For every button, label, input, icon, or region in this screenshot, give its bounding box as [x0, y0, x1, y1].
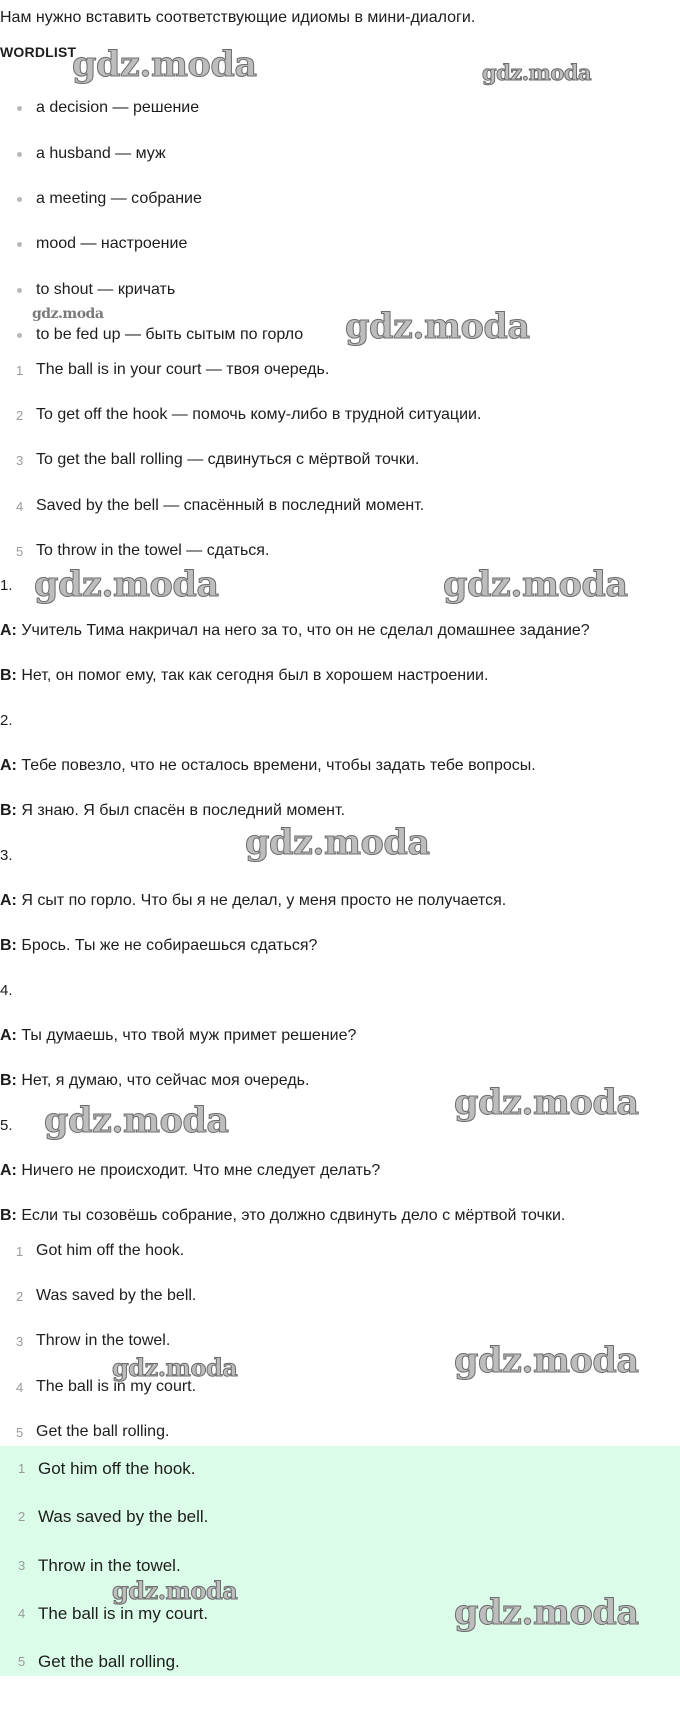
- speaker-label: B:: [0, 667, 17, 684]
- bullet-icon: [17, 197, 22, 202]
- dialogue-text: Нет, он помог ему, так как сегодня был в хорошем настроении.: [21, 667, 489, 684]
- dialogue-line-b: [0, 1207, 565, 1225]
- bullet-icon: [17, 288, 22, 293]
- dialogue-number: 2.: [0, 712, 13, 729]
- watermark-logo: gdz.moda: [32, 306, 104, 322]
- idiom-item: Saved by the bell — спасённый в последний момент.: [36, 497, 425, 514]
- dialogue-line-a: [0, 622, 590, 640]
- highlighted-answer-item: Got him off the hook.: [38, 1459, 196, 1478]
- speaker-label: A:: [0, 892, 17, 909]
- watermark-logo: gdz.moda: [34, 564, 219, 605]
- watermark-logo: gdz.moda: [112, 1576, 238, 1605]
- list-number: 2: [16, 408, 24, 423]
- wordlist-item: a decision — решение: [36, 99, 200, 116]
- wordlist-item: a meeting — собрание: [36, 190, 202, 207]
- answer-item: Was saved by the bell.: [36, 1287, 197, 1304]
- watermark-logo: gdz.moda: [112, 1353, 238, 1382]
- wordlist-item: mood — настроение: [36, 235, 188, 252]
- watermark-logo: gdz.moda: [345, 306, 530, 347]
- watermark-logo: gdz.moda: [454, 1340, 639, 1381]
- speaker-label: B:: [0, 1207, 17, 1224]
- dialogue-text: Если ты созовёшь собрание, это должно сдвинуть дело с мёртвой точки.: [21, 1207, 566, 1224]
- dialogue-line-b: [0, 667, 488, 685]
- answer-item: The ball is in my court.: [36, 1378, 197, 1395]
- list-number: 4: [18, 1606, 26, 1621]
- speaker-label: B:: [0, 802, 17, 819]
- bullet-icon: [17, 333, 22, 338]
- list-number: 1: [16, 1244, 24, 1259]
- highlighted-answer-item: Was saved by the bell.: [38, 1507, 209, 1526]
- dialogue-text: Брось. Ты же не собираешься сдаться?: [21, 937, 318, 954]
- list-number: 5: [18, 1654, 26, 1669]
- list-number: 3: [16, 453, 24, 468]
- dialogue-line-a: [0, 757, 536, 775]
- dialogue-number: 4.: [0, 982, 13, 999]
- idiom-item: To get off the hook — помочь кому-либо в трудной ситуации.: [36, 406, 482, 423]
- watermark-logo: gdz.moda: [44, 1100, 229, 1141]
- bullet-icon: [17, 152, 22, 157]
- idiom-item: To throw in the towel — сдаться.: [36, 542, 270, 559]
- dialogue-line-a: [0, 1027, 356, 1045]
- speaker-label: B:: [0, 1072, 17, 1089]
- highlighted-answer-item: The ball is in my court.: [38, 1604, 209, 1623]
- dialogue-number: 5.: [0, 1117, 13, 1134]
- watermark-logo: gdz.moda: [454, 1592, 639, 1633]
- intro-text: Нам нужно вставить соответствующие идиомы в мини-диалоги.: [0, 9, 476, 26]
- wordlist-item: a husband — муж: [36, 145, 166, 162]
- list-number: 3: [16, 1334, 24, 1349]
- list-number: 1: [16, 363, 24, 378]
- speaker-label: B:: [0, 937, 17, 954]
- answer-item: Got him off the hook.: [36, 1242, 185, 1259]
- speaker-label: A:: [0, 1162, 17, 1179]
- idiom-item: To get the ball rolling — сдвинуться с мёртвой точки.: [36, 451, 420, 468]
- watermark-logo: gdz.moda: [482, 60, 592, 85]
- wordlist-item: to be fed up — быть сытым по горло: [36, 326, 304, 343]
- dialogue-text: Ничего не происходит. Что мне следует делать?: [21, 1162, 381, 1179]
- wordlist-item: to shout — кричать: [36, 281, 176, 298]
- list-number: 3: [18, 1558, 26, 1573]
- dialogue-line-b: [0, 937, 317, 955]
- speaker-label: A:: [0, 622, 17, 639]
- dialogue-text: Я знаю. Я был спасён в последний момент.: [21, 802, 346, 819]
- watermark-logo: gdz.moda: [443, 564, 628, 605]
- highlighted-answer-item: Get the ball rolling.: [38, 1652, 180, 1671]
- dialogue-text: Я сыт по горло. Что бы я не делал, у меня просто не получается.: [21, 892, 507, 909]
- watermark-logo: gdz.moda: [245, 822, 430, 863]
- dialogue-line-a: [0, 892, 506, 910]
- dialogue-number: 3.: [0, 847, 13, 864]
- list-number: 5: [16, 1425, 24, 1440]
- bullet-icon: [17, 242, 22, 247]
- dialogue-text: Учитель Тима накричал на него за то, что он не сделал домашнее задание?: [21, 622, 590, 639]
- list-number: 1: [18, 1461, 26, 1476]
- list-number: 2: [16, 1289, 24, 1304]
- speaker-label: A:: [0, 1027, 17, 1044]
- bullet-icon: [17, 106, 22, 111]
- dialogue-line-a: [0, 1162, 380, 1180]
- list-number: 4: [16, 499, 24, 514]
- watermark-logo: gdz.moda: [454, 1082, 639, 1123]
- list-number: 5: [16, 544, 24, 559]
- list-number: 4: [16, 1380, 24, 1395]
- dialogue-text: Ты думаешь, что твой муж примет решение?: [21, 1027, 357, 1044]
- highlighted-answer-item: Throw in the towel.: [38, 1556, 181, 1575]
- dialogue-line-b: [0, 802, 345, 820]
- list-number: 2: [18, 1509, 26, 1524]
- idiom-item: The ball is in your court — твоя очередь.: [36, 361, 330, 378]
- wordlist-title: WORDLIST: [0, 44, 77, 60]
- watermark-logo: gdz.moda: [72, 44, 257, 85]
- dialogue-text: Тебе повезло, что не осталось времени, чтобы задать тебе вопросы.: [21, 757, 536, 774]
- speaker-label: A:: [0, 757, 17, 774]
- answer-item: Get the ball rolling.: [36, 1423, 170, 1440]
- answer-item: Throw in the towel.: [36, 1332, 171, 1349]
- dialogue-number: 1.: [0, 577, 13, 594]
- dialogue-line-b: [0, 1072, 309, 1090]
- dialogue-text: Нет, я думаю, что сейчас моя очередь.: [21, 1072, 310, 1089]
